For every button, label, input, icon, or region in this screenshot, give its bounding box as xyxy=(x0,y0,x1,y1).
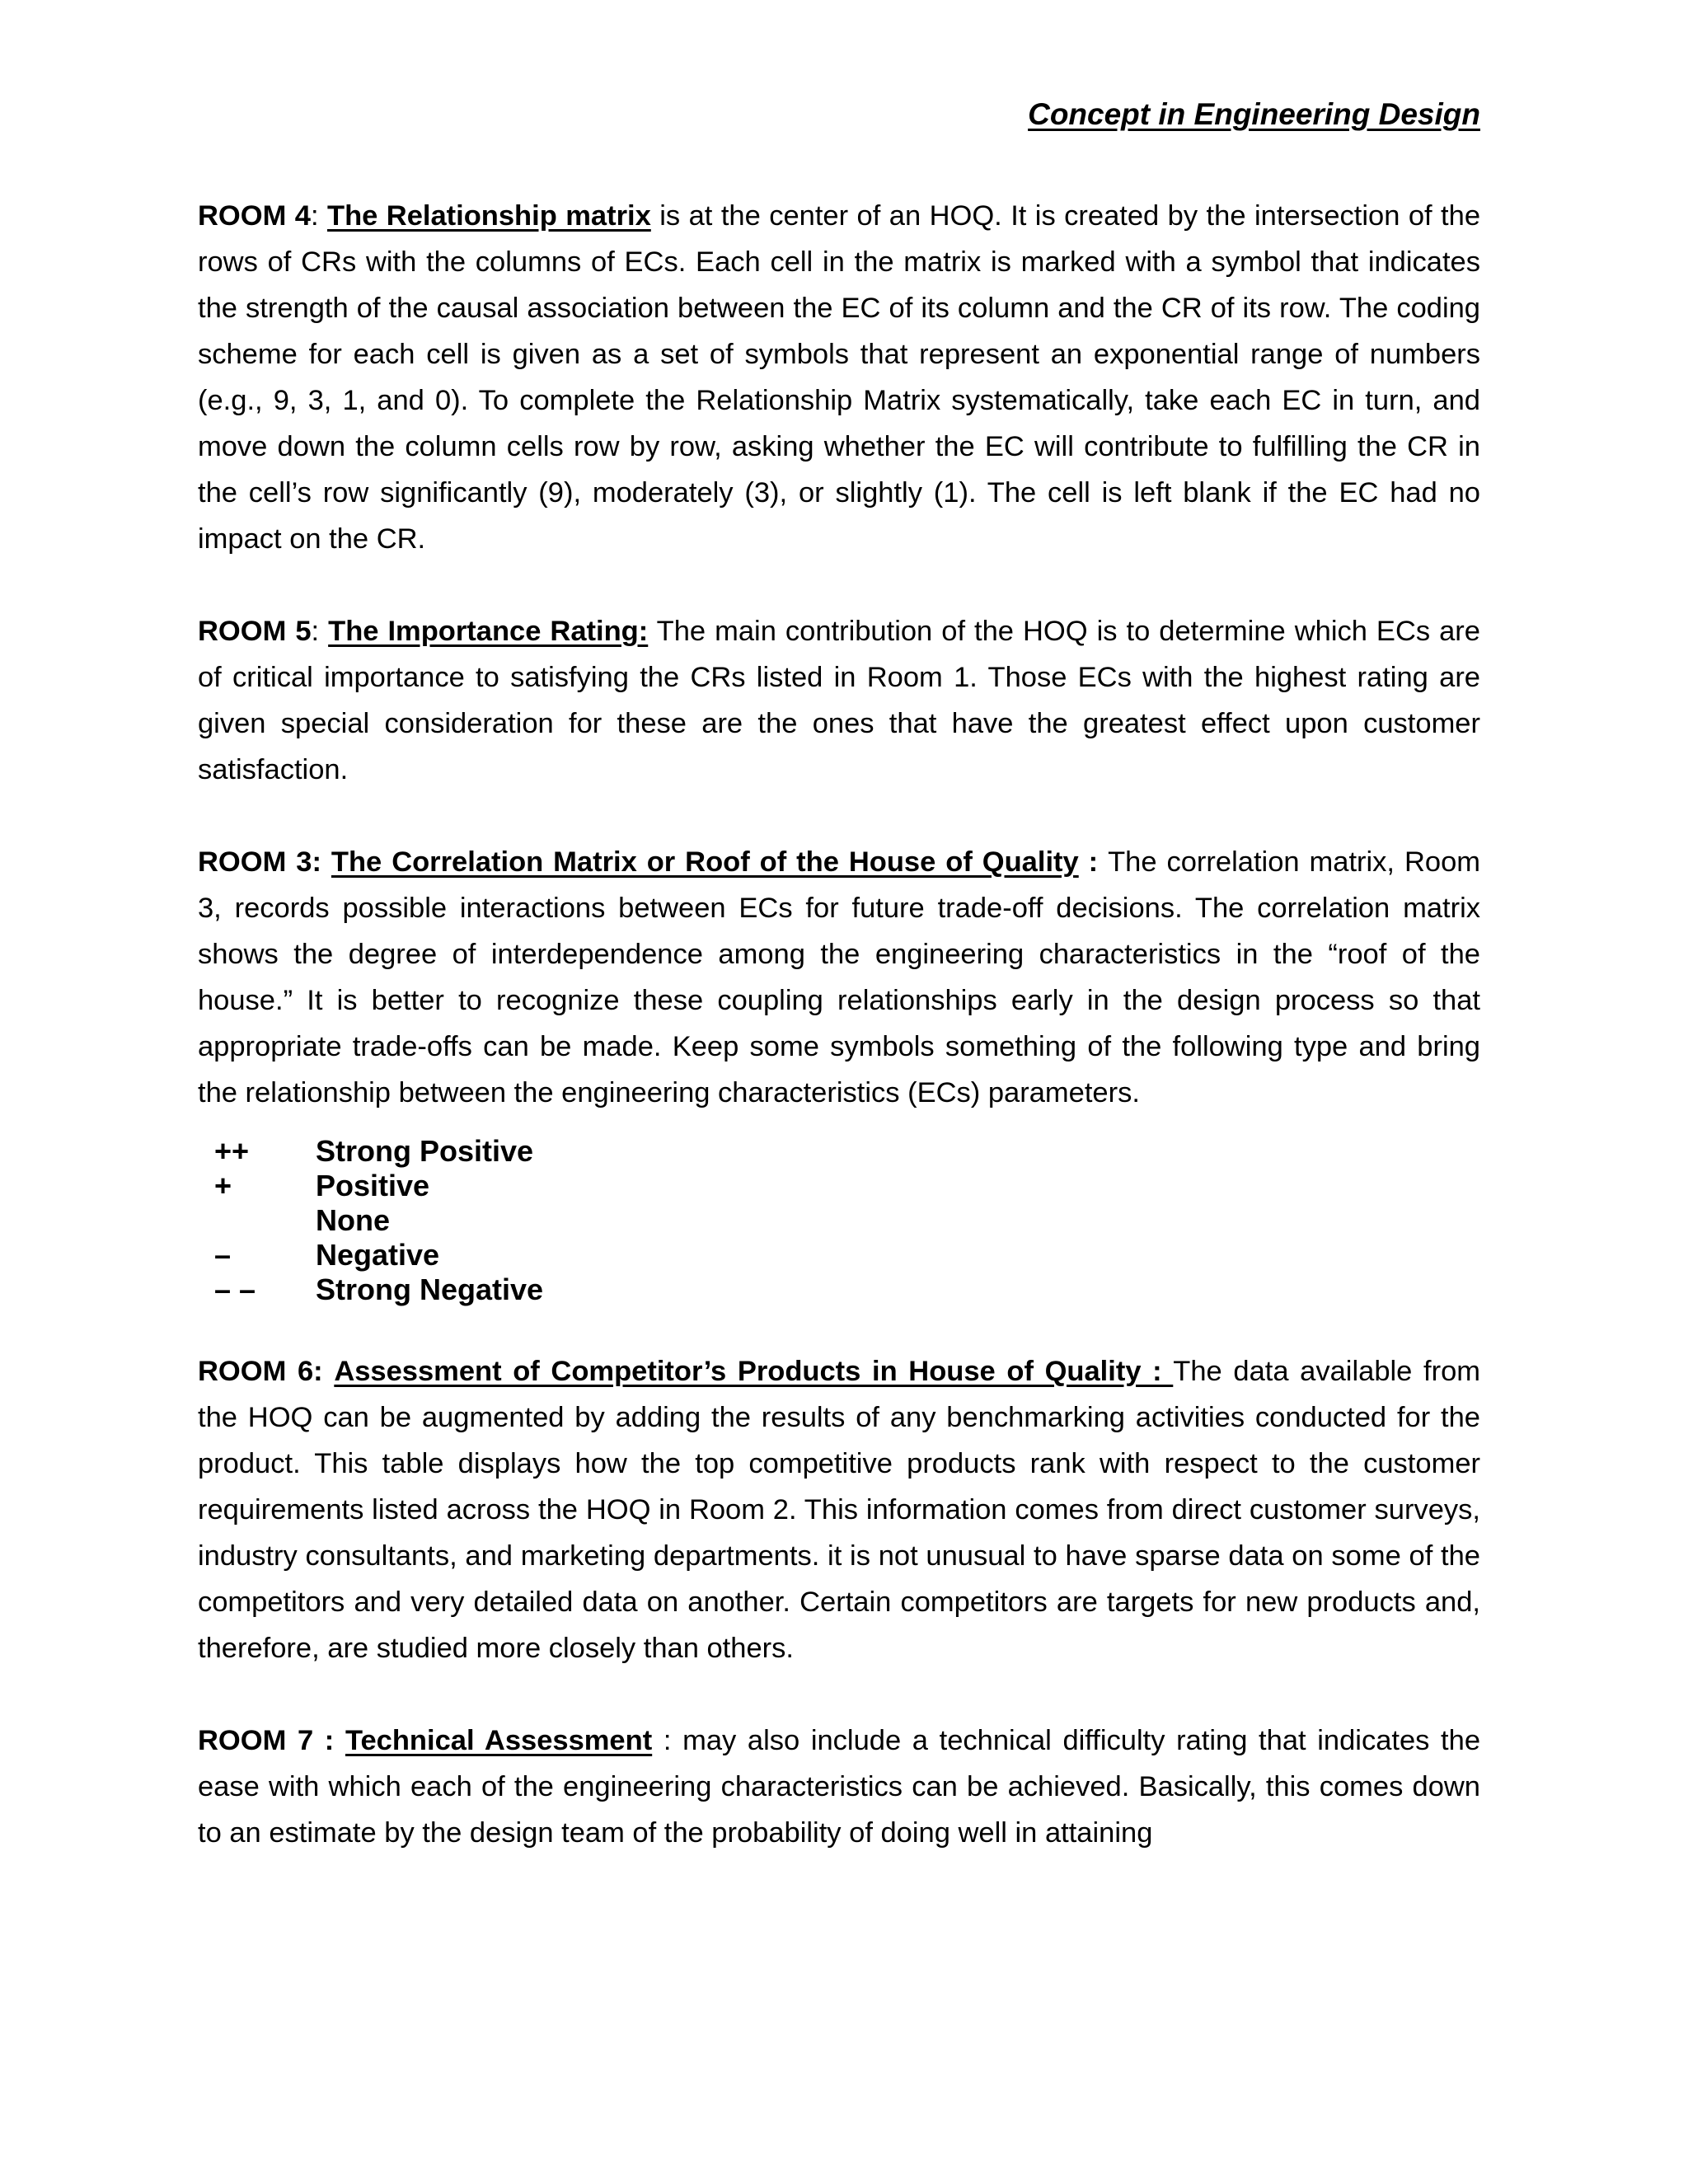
section-separator xyxy=(321,846,331,878)
section-body: is at the center of an HOQ. It is created by the intersection of the rows of CRs with the columns of ECs. Each cell in the matrix is marked with a symbol that indicates the strength of the causal association between the EC of its column and the CR of its row. The coding scheme for each cell is given as a set of symbols that represent an exponential range of numbers (e.g., 9, 3, 1, and 0). To complete the Relationship Matrix systematically, take each EC in turn, and move down the column cells row by row, asking whether the EC will contribute to fulfilling the CR in the cell’s row significantly (9), moderately (3), or slightly (1). The cell is left blank if the EC had no impact on the CR. xyxy=(198,200,1481,555)
legend-symbol: – – xyxy=(214,1272,256,1306)
section-title: Assessment of Competitor’s Products in House of Quality : xyxy=(334,1356,1174,1387)
section-room-7 xyxy=(198,1718,1480,1856)
section-body: The data available from the HOQ can be augmented by adding the results of any benchmarking activities conducted for the product. This table displays how the top competitive products rank with respect to the customer requirements listed across the HOQ in Room 2. This information comes from direct customer surveys, industry consultants, and marketing departments. it is not unusual to have sparse data on some of the competitors and very detailed data on another. Certain competitors are targets for new products and, therefore, are studied more closely than others. xyxy=(198,1356,1480,1664)
legend-item-positive xyxy=(198,1169,1480,1203)
section-body: The correlation matrix, Room 3, records possible interactions between ECs for future trade-off decisions. The correlation matrix shows the degree of interdependence among the engineering characteristics in the “roof of the house.” It is better to recognize these coupling relationships early in the design process so that appropriate trade-offs can be made. Keep some symbols something of the following type and bring the relationship between the engineering characteristics (ECs) parameters. xyxy=(198,846,1480,1108)
section-title: The Importance Rating: xyxy=(328,616,649,647)
legend-label: Strong Negative xyxy=(316,1272,544,1306)
section-label: ROOM 3: xyxy=(198,846,321,878)
section-label: ROOM 5 xyxy=(198,616,312,647)
legend-item-strong-negative xyxy=(198,1272,1480,1307)
legend-label: Positive xyxy=(316,1169,430,1202)
section-title: Technical Assessment xyxy=(345,1725,653,1756)
section-label: ROOM 6: xyxy=(198,1356,323,1387)
section-title: The Correlation Matrix or Roof of the House of Quality xyxy=(331,846,1079,878)
section-room-6 xyxy=(198,1348,1480,1671)
section-room-5 xyxy=(198,608,1480,793)
legend-symbol: + xyxy=(214,1169,232,1202)
legend-label: None xyxy=(316,1203,390,1237)
legend-label: Negative xyxy=(316,1238,440,1272)
section-separator xyxy=(323,1356,335,1387)
section-label: ROOM 4 xyxy=(198,200,311,232)
title-separator: : xyxy=(652,1725,683,1756)
section-label: ROOM 7 : xyxy=(198,1725,335,1756)
section-separator: : xyxy=(311,616,329,647)
section-separator: : xyxy=(310,200,327,232)
legend-item-strong-positive xyxy=(198,1134,1480,1169)
legend-symbol: – xyxy=(214,1238,232,1272)
section-body: may also include a technical difficulty rating that indicates the ease with which each of the engineering characteristics can be achieved. Basically, this comes down to an estimate by the design team of the probability of doing well in attaining xyxy=(198,1725,1481,1849)
legend-item-none xyxy=(198,1203,1480,1238)
page-header-title: Concept in Engineering Design xyxy=(1028,97,1480,131)
section-room-4 xyxy=(198,193,1480,562)
section-separator xyxy=(334,1725,345,1756)
correlation-symbol-legend xyxy=(198,1134,1480,1307)
document-body xyxy=(198,193,1480,1902)
legend-item-negative xyxy=(198,1238,1480,1272)
legend-label: Strong Positive xyxy=(316,1134,534,1168)
title-separator xyxy=(648,616,656,647)
title-separator: : xyxy=(1078,846,1109,878)
legend-symbol: ++ xyxy=(214,1134,250,1168)
title-separator xyxy=(651,200,659,232)
section-body: The main contribution of the HOQ is to determine which ECs are of critical importance to satisfying the CRs listed in Room 1. Those ECs with the highest rating are given special consideration for these are the ones that have the greatest effect upon customer satisfaction. xyxy=(198,616,1480,785)
section-room-3 xyxy=(198,839,1480,1116)
section-title: The Relationship matrix xyxy=(327,200,651,232)
